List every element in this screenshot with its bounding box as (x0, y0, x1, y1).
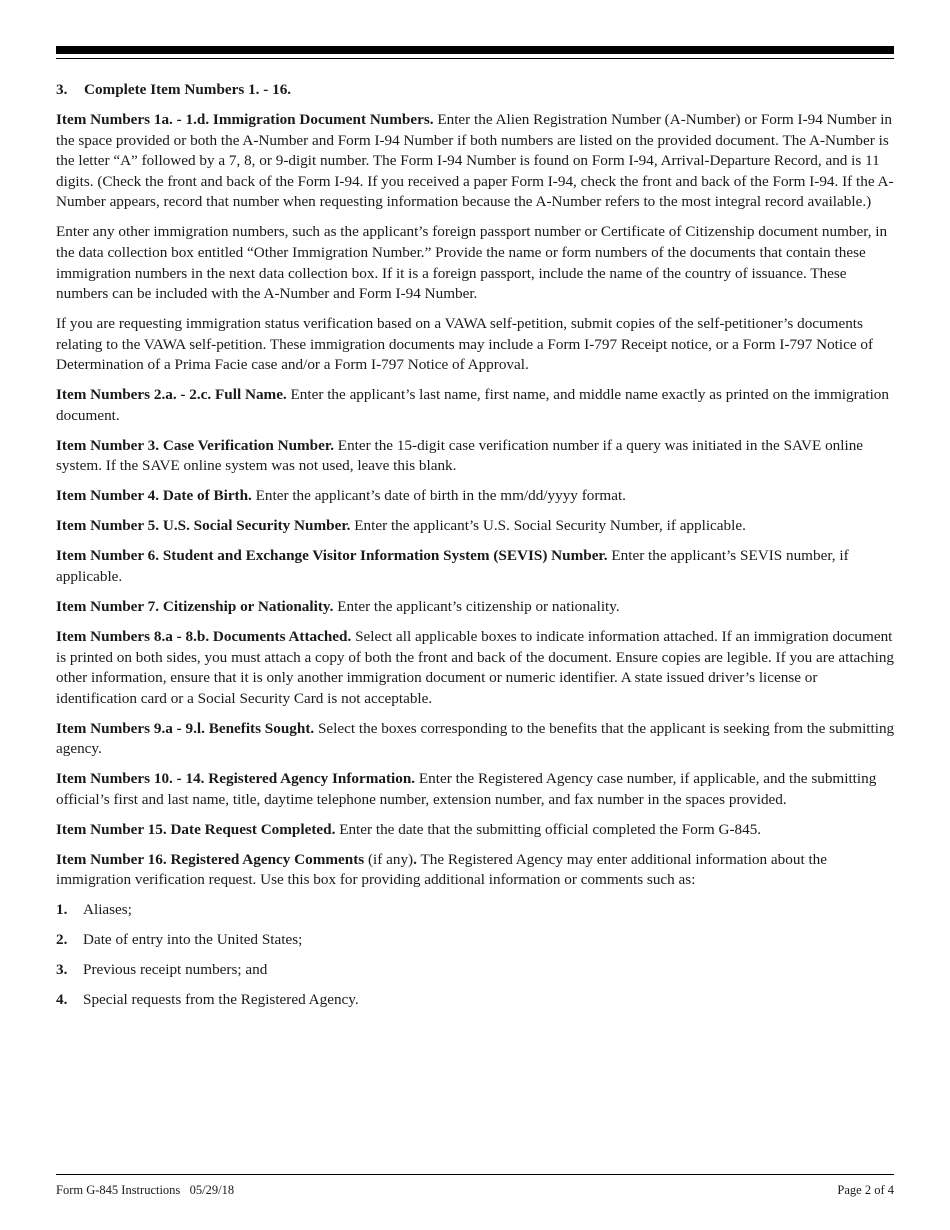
item-text: Enter the applicant’s citizenship or nationality. (337, 597, 620, 615)
list-item (56, 960, 896, 981)
section-title: Complete Item Numbers 1. - 16. (84, 81, 292, 98)
item-title: Item Number 4. Date of Birth. (56, 487, 252, 505)
item-text: Enter the applicant’s SEVIS number, if applicable. (56, 547, 849, 585)
paragraph-item-10-14 (56, 769, 896, 810)
footer-page-number: Page 2 of 4 (837, 1183, 894, 1197)
list-text: Aliases; (83, 901, 132, 919)
paragraph-other-numbers (56, 222, 896, 304)
list-text: Date of entry into the United States; (83, 931, 303, 949)
item-text: Enter the 15-digit case verification number if a query was initiated in the SAVE online system. If the SAVE online system was not used, leave this blank. (56, 436, 864, 475)
list-text: Previous receipt numbers; and (83, 961, 268, 979)
item-text: Select the boxes corresponding to the benefits that the applicant is seeking from the submitting agency. (56, 719, 895, 758)
paragraph-item-3 (56, 436, 896, 477)
paragraph-item-4 (56, 486, 896, 507)
item-text: Enter the date that the submitting official completed the Form G-845. (339, 820, 762, 838)
item-text: If you are requesting immigration status verification based on a VAWA self-petition, submit copies of the self-petitioner’s documents relating to the VAWA self-petition. These immigration documents may include a Form I-797 Receipt notice, or a Form I-797 Notice of Determination of a Prima Facie case and/or a Form I-797 Notice of Approval. (56, 315, 874, 374)
list-number: 1. (56, 901, 68, 919)
item-title: Item Number 6. Student and Exchange Visitor Information System (SEVIS) Number. (56, 547, 608, 565)
item-text: Enter the Alien Registration Number (A-Number) or Form I-94 Number in the space provided or both the A-Number and Form I-94 Number if both numbers are listed on the provided document. The A-Number is the letter “A” followed by a 7, 8, or 9-digit number. The Form I-94 Number is found on Form I-94, Arrival-Departure Record, and is 11 digits. (Check the front and back of the Form I-94. If you received a paper Form I-94, check the front and back of the Form I-94. If the A-Number appears, record that number when requesting information because the A-Number refers to the most integral record available.) (56, 110, 894, 211)
paragraph-item-16 (56, 850, 896, 891)
list-item (56, 990, 896, 1011)
item-text: Enter any other immigration numbers, such as the applicant’s foreign passport number or Certificate of Citizenship document number, in the data collection box entitled “Other Immigration Number.” Provide the name or form numbers of the documents that contain these immigration numbers in the next data collection box. If it is a foreign passport, include the name of the country of issuance. These numbers can be included with the A-Number and Form I-94 Number. (56, 223, 888, 303)
paragraph-vawa (56, 314, 896, 376)
section-number: 3. (56, 81, 68, 98)
paragraph-item-7 (56, 597, 896, 618)
list-text: Special requests from the Registered Agency. (83, 991, 359, 1009)
section-heading (56, 80, 896, 101)
item-text: Enter the applicant’s last name, first name, and middle name exactly as printed on the immigration document. (56, 386, 889, 424)
item-title: Item Numbers 9.a - 9.l. Benefits Sought. (56, 719, 315, 737)
comments-list (56, 900, 896, 1011)
paragraph-item-9 (56, 719, 896, 760)
footer-form-id: Form G-845 Instructions 05/29/18 (56, 1183, 235, 1197)
instructions-content (56, 80, 896, 1020)
paragraph-item-6 (56, 546, 896, 587)
list-number: 3. (56, 961, 68, 979)
top-rule-thin (56, 58, 894, 59)
item-text: The Registered Agency may enter additional information about the immigration verification request. Use this box for providing additional information or comments such as: (56, 850, 828, 889)
item-text: Enter the Registered Agency case number, if applicable, and the submitting official’s first and last name, title, daytime telephone number, extension number, and fax number in the spaces provided. (56, 770, 877, 808)
item-title: Item Numbers 8.a - 8.b. Documents Attached. (56, 627, 352, 645)
list-number: 4. (56, 991, 68, 1009)
paragraph-item-15 (56, 820, 896, 841)
item-text: Enter the applicant’s date of birth in the mm/dd/yyyy format. (255, 487, 626, 505)
footer-rule (56, 1174, 894, 1175)
list-item (56, 930, 896, 951)
item-title: Item Numbers 10. - 14. Registered Agency Information. (56, 770, 416, 788)
item-text: Select all applicable boxes to indicate information attached. If an immigration document is printed on both sides, you must attach a copy of both the front and back of the document. Ensure copies are legible. If you are attaching other information, ensure that it is only another immigration document or numeric identifier. A state issued driver’s license or identification card or a Social Security Card is not acceptable. (56, 627, 895, 707)
item-title: Item Number 5. U.S. Social Security Number. (56, 517, 351, 535)
top-rule (56, 46, 894, 54)
item-title: Item Number 7. Citizenship or Nationality. (56, 597, 334, 615)
list-number: 2. (56, 931, 68, 949)
paragraph-item-8 (56, 627, 896, 709)
item-period: . (413, 850, 417, 868)
item-paren: (if any) (364, 850, 414, 868)
list-item (56, 900, 896, 921)
paragraph-item-2 (56, 385, 896, 426)
item-title: Item Numbers 2.a. - 2.c. Full Name. (56, 386, 287, 404)
item-title: Item Number 16. Registered Agency Comments (56, 850, 365, 868)
paragraph-item-1 (56, 110, 896, 213)
item-title: Item Number 3. Case Verification Number. (56, 436, 334, 454)
item-title: Item Numbers 1a. - 1.d. Immigration Document Numbers. (56, 110, 434, 128)
item-title: Item Number 15. Date Request Completed. (56, 820, 336, 838)
paragraph-item-5 (56, 516, 896, 537)
item-text: Enter the applicant’s U.S. Social Security Number, if applicable. (354, 517, 746, 535)
